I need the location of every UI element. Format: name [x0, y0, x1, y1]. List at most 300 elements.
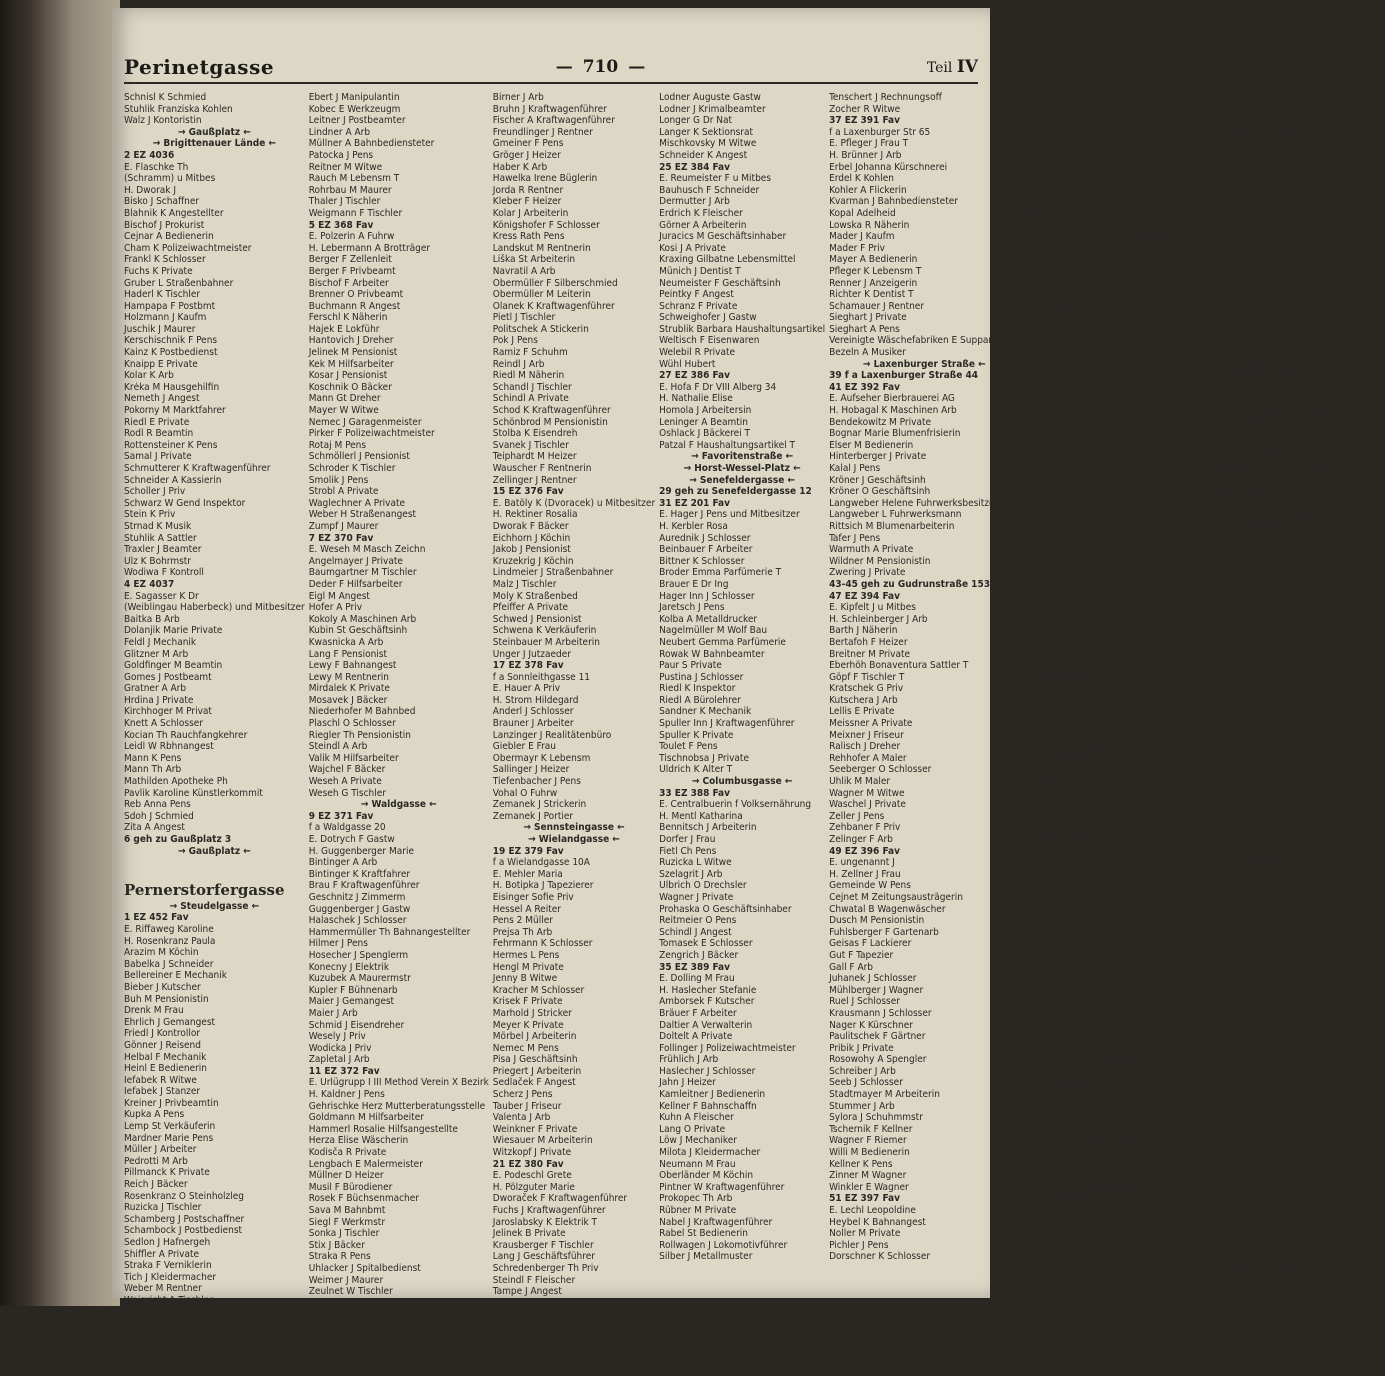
directory-entry: Bischof J Prokurist: [124, 219, 205, 231]
directory-entry: Pernerstorfer Garage T: [1221, 880, 1325, 892]
directory-entry: Niederhofer M Bahnbed: [308, 706, 416, 718]
directory-entry: Politschek A Stickerin: [492, 323, 589, 335]
directory-entry: Mann Gt Dreher: [308, 393, 381, 405]
directory-entry: Zelinger F Arb: [829, 834, 893, 845]
directory-entry: Gall F Arb: [829, 961, 874, 973]
directory-entry: → Reiterichgasse ←: [1254, 347, 1352, 359]
directory-entry: Stuhlik A Sattler: [124, 532, 197, 544]
directory-entry: E. Lechl Leopoldine: [829, 1205, 916, 1216]
directory-entry: Wajchel F Bäcker: [308, 764, 386, 776]
directory-entry: → Siccardsburggasse ←: [1062, 231, 1180, 243]
directory-entry: 3 EZ 366 Fav: [124, 1329, 189, 1341]
directory-entry: Winterlik J Lokomotivführer: [1221, 845, 1344, 857]
directory-entry: Malz J Tischler: [492, 578, 557, 590]
directory-entry: Zeller J Pens: [829, 810, 885, 822]
directory-entry: Bezeln A Musiker: [829, 347, 906, 359]
directory-entry: 67 geh zu Herzgasse 29: [1023, 1123, 1145, 1135]
directory-entry: Srutek J Tischler: [1023, 590, 1096, 602]
directory-entry: Mladek R Arb T: [1023, 961, 1092, 973]
directory-entry: Martfeiner J Gemüsehändler T: [1023, 1262, 1159, 1274]
directory-entry: Moly K Straßenbed: [492, 590, 578, 602]
directory-entry: Wauscher F Rentnerin: [492, 463, 592, 474]
directory-entry: Müllner D Heizer: [308, 1170, 384, 1182]
directory-entry: E. Reubek F u Mitbes: [124, 1341, 219, 1353]
directory-entry: 2 EZ 450 Fav: [1221, 520, 1287, 532]
directory-entry: Dermutter J Arb: [659, 196, 730, 208]
directory-entry: → Fernkorngasse ←: [1255, 405, 1352, 417]
directory-entry: Neumeister F Geschäftsinh: [659, 277, 781, 289]
directory-entry: Kainz K Postbedienst: [124, 347, 218, 359]
directory-entry: Langweber Helene Fuhrwerksbesitzerin: [829, 497, 1007, 509]
directory-entry: Löw J Mechaniker: [659, 1135, 737, 1147]
directory-entry: Rehme A Postangest: [1023, 161, 1117, 173]
directory-entry: H. Kopf Marie: [1023, 1216, 1084, 1228]
directory-entry: E. Aufseher Bierbrauerei AG: [829, 393, 955, 405]
directory-entry: f a Leebgasse 30-32: [1023, 683, 1115, 695]
directory-entry: Kolar G Geschäftsinh: [1023, 451, 1118, 463]
book-binding: [0, 0, 120, 1306]
directory-entry: Raschowsky J Möbelpacker: [1023, 973, 1144, 985]
directory-entry: Trnka M Pens: [1221, 1239, 1280, 1251]
directory-entry: Zemanek J Strickerin: [492, 799, 587, 811]
page-number: — 710 —: [555, 57, 646, 77]
directory-entry: Weimer J Maurer: [308, 1274, 384, 1286]
directory-entry: Lukas J Bahnangest: [1221, 1054, 1310, 1066]
directory-entry: Kobec E Werkzeugm: [308, 103, 401, 115]
directory-entry: Baumgartner M Tischler: [308, 567, 417, 579]
directory-entry: Eigl M Angest: [308, 590, 370, 602]
directory-entry: (Weiblingau Haberbeck) und Mitbesitzer: [124, 602, 305, 614]
directory-entry: Bertafoh F Heizer: [829, 636, 908, 648]
directory-entry: Hirath K Schraubendreher: [1221, 602, 1339, 614]
directory-entry: Schmutterer K Kraftwagenführer: [124, 463, 271, 474]
directory-entry: Peinstock J Pens: [1023, 532, 1096, 544]
directory-entry: Hoffmann J Kaufmann T: [1023, 706, 1131, 718]
directory-entry: Wagner M Witwe: [829, 787, 905, 799]
directory-entry: Buchmann R Angest: [308, 300, 401, 312]
directory-entry: Svoboda R Metallschleif: [1221, 1216, 1329, 1228]
directory-entry: Glowaczewski J Pens: [1023, 115, 1116, 127]
directory-entry: Jorda R Rentner: [492, 184, 564, 196]
directory-entry: Stumpfel K Bäcker: [1023, 1019, 1107, 1031]
directory-entry: Riedl J Hilfsarbeiterin: [1221, 683, 1317, 695]
directory-entry: f a Waldgasse 20: [308, 822, 386, 834]
directory-entry: H. Botipka J Tapezierer: [492, 880, 594, 892]
directory-entry: Wagner J Private: [659, 891, 734, 903]
directory-entry: Rohrbau M Maurer: [308, 184, 392, 196]
directory-entry: Leidl W Rbhnangest: [124, 741, 214, 753]
directory-entry: Peintky F Angest: [659, 289, 734, 301]
directory-entry: Hilmer J Pens: [308, 938, 368, 950]
directory-entry: Kellner K Pens: [829, 1158, 893, 1170]
directory-entry: Straka F Verniklerin: [124, 1260, 212, 1272]
directory-entry: Wittkind J Eisenmachergeh: [1023, 648, 1145, 660]
directory-entry: Gaubert Et Bedienerin: [1023, 381, 1124, 393]
directory-entry: Hermes L Pens: [492, 949, 560, 961]
street-heading: Perinetgasse: [124, 55, 275, 79]
directory-entry: Tannen K Bahnbeamter: [492, 1297, 598, 1309]
directory-entry: Gemeinde W Pens: [829, 880, 911, 892]
directory-entry: Tich J Kleidermacher: [124, 1271, 217, 1283]
directory-entry: Tauber J Friseur: [492, 1100, 562, 1112]
directory-entry: Schwarz W Gend Inspektor: [124, 497, 246, 509]
directory-entry: 23 EZ 382 Fav: [492, 1309, 564, 1321]
directory-entry: Lowska R Näherin: [829, 219, 910, 231]
directory-entry: Rehhofer A Maler: [829, 752, 907, 764]
directory-entry: Weinkner F Private: [492, 1123, 578, 1135]
directory-entry: 71 geh zu Eckertgasse 17: [1023, 1170, 1153, 1182]
directory-entry: E. Bolth O Parfümerie u Seifenfabrik T: [1023, 694, 1194, 706]
directory-entry: Tampe J Angest: [492, 1286, 562, 1298]
directory-entry: Giebler E Frau: [492, 741, 557, 753]
directory-entry: Unger J Jutzaeder: [492, 648, 571, 660]
directory-entry: Fuchs J Mischmstr: [1221, 961, 1302, 973]
directory-entry: Wildner M Pensionistin: [829, 555, 931, 567]
directory-entry: Hedicek F Buchhalter: [1023, 1112, 1120, 1124]
directory-entry: Jelinek B Private: [492, 1228, 566, 1240]
directory-entry: Kvarman J Bahnbediensteter: [829, 196, 958, 208]
directory-entry: Konecny J Elektrik: [308, 961, 390, 973]
directory-entry: Zita A Angest: [124, 822, 185, 834]
directory-entry: Hinterberger J Private: [829, 451, 927, 463]
directory-entry: Gönner J Reisend: [124, 1039, 201, 1051]
directory-entry: Witzkopf J Private: [492, 1147, 572, 1159]
directory-entry: Korlac A Pens: [1023, 810, 1084, 822]
directory-entry: H. Schmid Maria: [492, 1332, 567, 1344]
directory-entry: Buh M Pensionistin: [124, 993, 209, 1005]
directory-entry: Milota J Kleidermacher: [659, 1147, 761, 1159]
directory-entry: Bennitsch J Arbeiterin: [659, 822, 757, 834]
directory-entry: → Horst-Wessel-Platz ←: [683, 463, 801, 474]
directory-entry: E. Bimberger Anna und Mitbesitzer: [1023, 312, 1181, 324]
directory-entry: Renner A Private: [1221, 207, 1297, 219]
directory-entry: Neumann M Frau: [659, 1158, 736, 1170]
directory-entry: Rottensteiner K Pens: [124, 439, 218, 451]
directory-entry: Laubnet Ja Installat: [1023, 949, 1111, 961]
directory-entry: Krisek F Private: [492, 996, 563, 1008]
directory-entry: [124, 857, 305, 869]
directory-entry: Samal J Private: [124, 451, 192, 463]
directory-entry: Kupler F Bühnenarb: [308, 984, 398, 996]
directory-entry: Bichler J Hilfsarbeiter: [124, 1364, 219, 1376]
directory-entry: Velischa J Private: [1221, 277, 1299, 289]
directory-entry: Rubitsch K Gastw T: [1221, 729, 1309, 741]
directory-entry: Helbal F Mechanik: [124, 1051, 207, 1063]
directory-entry: Heinsrath A Arb: [1221, 984, 1293, 996]
directory-entry: Baitka B Arb: [124, 613, 180, 625]
directory-entry: Ehrlich J Gemangest: [124, 1016, 216, 1028]
directory-entry: Hajek E Lokführ: [308, 323, 380, 335]
directory-entry: E. Hofa F Dr VIII Alberg 34: [659, 381, 777, 393]
directory-entry: Warmuth A Private: [829, 544, 914, 556]
directory-entry: Kaninek O Faktor: [1221, 1042, 1299, 1054]
directory-entry: Landskut M Rentnerin: [492, 242, 591, 254]
directory-entry: Elser M Bedienerin: [829, 439, 914, 451]
directory-entry: Weber M Rentner: [124, 1283, 202, 1295]
directory-entry: Gruber F Arbeiter: [1221, 590, 1301, 602]
directory-entry: Gubler A Bahnbediensteter: [1023, 393, 1146, 405]
directory-entry: Hager Inn J Schlosser: [659, 590, 755, 602]
directory-entry: E. Streimelweger J u Mitbes: [1221, 544, 1346, 556]
directory-entry: Hesslein J Pens: [1023, 254, 1091, 266]
directory-entry: Karafinsky A Chromolithograph: [1221, 196, 1362, 208]
directory-entry: Barth J Näherin: [829, 625, 898, 637]
directory-entry: Ebert J Manipulantin: [308, 92, 400, 103]
directory-entry: Zeiner A Witwe: [1221, 335, 1291, 347]
directory-entry: Pfeiffer A Private: [492, 602, 569, 614]
directory-entry: Hessel A Reiter: [492, 903, 561, 915]
directory-entry: Bruckbauer J M Straßenbahnschaffner: [1023, 347, 1195, 359]
directory-entry: Prejsa Th Arb: [492, 926, 553, 938]
directory-entry: Bintinger Agnes Lebensmittel: [1221, 915, 1355, 927]
directory-entry: Knett A Schlosser: [124, 718, 204, 730]
directory-entry: Lang J Geschäftsführer: [492, 1251, 595, 1263]
directory-entry: Lenerus K Private: [1023, 486, 1103, 498]
directory-entry: Zwering J Private: [829, 567, 906, 579]
directory-entry: Lerche G Lagerhalt: [1221, 219, 1307, 231]
directory-entry: Stahl Antonie Rentnerin: [1023, 822, 1131, 834]
directory-entry: Brand F Bäcker: [1221, 834, 1291, 845]
directory-entry: Heinl E Bedienerin: [124, 1063, 208, 1075]
directory-entry: → Herzgasse ←: [1083, 1135, 1158, 1147]
directory-entry: → Eckertgasse ←: [1079, 1181, 1162, 1193]
directory-entry: Hantovich J Dreher: [308, 335, 394, 347]
directory-entry: Zirkel K Feuerwehrmann: [1023, 219, 1134, 231]
directory-entry: Pedrotti M Arb: [124, 1155, 188, 1167]
directory-entry: Fuchs J Angest: [1221, 173, 1288, 185]
directory-entry: Wesely J Priv: [308, 1031, 366, 1043]
directory-entry: Drenk M Frau: [124, 1005, 184, 1017]
directory-entry: 39 f a Laxenburger Straße 44: [829, 370, 978, 382]
directory-entry: Pardus K Kraftwagenführer: [1221, 1100, 1343, 1112]
directory-entry: Waschel J Private: [829, 799, 906, 811]
directory-entry: E. Dolling M Frau: [659, 973, 735, 985]
directory-entry: Beer M Postoberschaffner: [308, 1332, 425, 1344]
directory-entry: Deder F Hilfsarbeiter: [308, 578, 403, 590]
directory-entry: Plaschl O Schlosser: [308, 718, 396, 730]
directory-entry: Daltier A Verwalterin: [659, 1019, 753, 1031]
directory-entry: Riedl A Bürolehrer: [659, 694, 741, 706]
directory-entry: Neubert Gemma Parfümerie: [659, 636, 786, 648]
directory-entry: Mathilden Apotheke Ph: [124, 776, 228, 788]
directory-entry: Schlager J Straßenarbeiter: [1221, 741, 1341, 753]
directory-entry: → Gaußplatz ←: [177, 126, 251, 138]
directory-entry: Lindner A Arb: [308, 126, 371, 138]
directory-entry: Velikov B Verkehrsführer: [1221, 265, 1332, 277]
directory-entry: Heinwein O Fleischer: [1221, 996, 1317, 1008]
directory-entry: Sedlaček F Angest: [492, 1077, 576, 1089]
part-label: Teil IV: [926, 57, 978, 77]
directory-entry: Patzal F Haushaltungsartikel T: [659, 439, 795, 451]
directory-entry: Steindl F Fleischer: [492, 1274, 576, 1286]
directory-entry: Hrdina J Private: [124, 694, 194, 706]
directory-entry: E. Weseh M Masch Zeichn: [308, 544, 426, 556]
directory-entry: Bauhusch F Schneider: [659, 184, 760, 196]
directory-entry: Riedl K Inspektor: [659, 683, 736, 695]
directory-entry: Weseh A Private: [308, 776, 382, 788]
directory-entry: E. Reumeister F u Mitbes: [659, 173, 772, 185]
directory-entry: Reininger K Bahnbeamter: [1023, 555, 1140, 567]
directory-entry: Berger F Privbeamt: [308, 265, 396, 277]
directory-entry: 47 EZ 394 Fav: [829, 590, 900, 602]
directory-entry: Maier J Arb: [308, 1007, 358, 1019]
directory-entry: Pok J Pens: [492, 335, 538, 347]
directory-entry: Riedl E Private: [124, 416, 190, 428]
directory-entry: Steindl A Arb: [308, 741, 368, 753]
directory-entry: Knaipp E Private: [124, 358, 198, 370]
directory-entry: Schönbrod M Pensionistin: [492, 416, 608, 428]
directory-entry: Jakob J Pensionist: [492, 544, 571, 556]
directory-entry: Olanek K Kraftwagenführer: [492, 300, 615, 312]
directory-entry: → Wielandgasse ←: [528, 834, 620, 845]
directory-entry: Kraft W Maschinen Arb: [492, 1344, 596, 1356]
directory-entry: Steindl K Heizer: [1023, 184, 1096, 196]
directory-entry: Doltelt A Private: [659, 1031, 733, 1043]
directory-entry: Jakovitz J Schulwart: [1221, 393, 1310, 405]
directory-entry: Noller M Private: [829, 1228, 901, 1240]
directory-entry: → Leebgasse ←: [1083, 660, 1159, 672]
directory-entry: H. Zellner J Frau: [829, 868, 901, 880]
directory-entry: Iefabek R Witwe: [124, 1074, 197, 1086]
directory-entry: Stuhlik Franziska Kohlen: [124, 103, 233, 115]
directory-entry: Valenta J Arb: [492, 1112, 551, 1124]
directory-entry: Schwena K Verkäuferin: [492, 625, 597, 637]
directory-entry: Chwatal B Wagenwäscher: [829, 903, 946, 915]
directory-entry: Frogner K Arb: [1023, 868, 1085, 880]
directory-entry: Goldmann M Hilfsarbeiter: [308, 1112, 424, 1124]
directory-entry: Schreiber J Arb: [829, 1065, 896, 1077]
directory-entry: → Sonnleitnergasse ←: [1248, 474, 1358, 486]
directory-entry: E. Kuželek A u Mitbes: [1023, 787, 1120, 799]
directory-entry: Kratschek G Priv: [829, 683, 904, 695]
directory-entry: Spitzer F Arb: [1221, 1181, 1280, 1193]
directory-entry: Mayer W Witwe: [308, 405, 379, 417]
directory-entry: Hofer A Priv: [308, 602, 363, 614]
directory-entry: Fleischmann F Kreisleit: [1023, 1239, 1128, 1251]
directory-entry: Strubreiter J Zuckerbäcker: [1221, 92, 1340, 103]
directory-entry: 15 EZ 376 Fav: [492, 486, 564, 498]
directory-entry: Thaler J Tischler: [308, 196, 381, 208]
directory-entry: Bieber J Kutscher: [124, 981, 201, 993]
directory-entry: Kraft F Buchhalter: [492, 1355, 575, 1367]
directory-entry: Rupp J Kraftwagenführer: [1023, 984, 1134, 996]
directory-entry: Schamauer J Rentner: [829, 300, 925, 312]
directory-entry: Haderl K Tischler: [124, 289, 201, 301]
directory-entry: Rosowohy A Spengler: [829, 1054, 927, 1066]
directory-entry: Rauch M Lebensm T: [308, 173, 400, 185]
directory-entry: Schroder K Tischler: [308, 463, 396, 474]
directory-entry: Strublik Barbara Haushaltungsartikel: [659, 323, 826, 335]
directory-entry: Oberländer M Köchin: [659, 1170, 754, 1182]
directory-entry: Tenschert J Rechnungsoff: [829, 92, 942, 103]
directory-entry: Gruber L Straßenbahner: [124, 277, 234, 289]
directory-entry: E. Kipfelt J u Mitbes: [829, 602, 916, 614]
directory-entry: Traxler J Beamter: [124, 544, 202, 556]
directory-entry: Obermayr K Lebensm: [492, 752, 591, 764]
directory-entry: Marhold J Stricker: [492, 1007, 572, 1019]
directory-entry: Spitzhütl A Lokomotivführer: [1221, 1193, 1347, 1205]
directory-entry: Gomes J Postbeamt: [124, 671, 212, 683]
directory-entry: Lengbach E Malermeister: [308, 1158, 423, 1170]
directory-entry: Weltisch F Eisenwaren: [659, 335, 760, 347]
directory-entry: Samek K Fuchsneid T: [1023, 996, 1120, 1008]
directory-entry: Resch F Friseur: [1221, 300, 1290, 312]
directory-entry: Sieghart J Private: [829, 312, 907, 324]
directory-entry: Schmöllerl J Pensionist: [308, 451, 410, 463]
directory-entry: Mühlberger J Wagner: [829, 984, 924, 996]
directory-entry: Nabel J Kraftwagenführer: [659, 1216, 773, 1228]
directory-entry: Kolbe A Selcher: [1023, 463, 1094, 474]
directory-entry: Valik M Hilfsarbeiter: [308, 752, 399, 764]
directory-entry: Juhanek J Schlosser: [829, 973, 917, 985]
directory-entry: Zengrich J Bäcker: [659, 949, 739, 961]
directory-entry: 8 geh zu Waldgasse 11: [1221, 1262, 1339, 1274]
directory-entry: Cejnet M Zeitungsausträgerin: [829, 891, 963, 903]
directory-entry: Lodner J Krimalbeamter: [659, 103, 766, 115]
directory-entry: 2 EZ 4036: [124, 149, 175, 161]
directory-entry: E. Ranka Agnes: [1221, 138, 1292, 150]
directory-entry: Rue J Hafner: [1221, 254, 1278, 266]
directory-entry: Ulbrich O Drechsler: [659, 880, 747, 892]
directory-entry: Kramler Th Pensionistin: [1023, 938, 1130, 950]
directory-entry: Stacher B Private: [1221, 776, 1300, 788]
directory-entry: → Steudelgasse ←: [169, 900, 260, 912]
directory-entry: Arazim M Köchin: [124, 947, 199, 959]
directory-entry: Geisas F Lackierer: [829, 938, 912, 950]
directory-entry: Fischinger J Schlosser: [1221, 938, 1319, 950]
directory-entry: Bendekowitz M Private: [829, 416, 932, 428]
directory-entry: Kohler A Flickerin: [829, 184, 907, 196]
directory-entry: Heybel K Bahnangest: [829, 1216, 926, 1228]
directory-entry: Bernert K Kassier: [1023, 857, 1102, 869]
directory-entry: Reindl J Arb: [492, 358, 545, 370]
directory-entry: Jelinek M Pensionist: [308, 347, 398, 359]
directory-entry: Schwed J Pensionist: [492, 613, 582, 625]
directory-entry: Leninger A Beamtin: [659, 416, 748, 428]
directory-entry: Kraxing Gilbatne Lebensmittel: [659, 254, 796, 266]
directory-entry: Zellel F Maler: [1221, 1251, 1283, 1263]
directory-entry: E. Mehler Maria: [492, 868, 563, 880]
directory-entry: Frankl K Schlosser: [124, 254, 206, 266]
directory-entry: Holzmann J Kaufm: [124, 312, 207, 324]
directory-entry: Makowitschka J Buchbinder: [1221, 1065, 1345, 1077]
directory-entry: Wagner F Riemer: [829, 1135, 907, 1147]
directory-entry: Rehnerl M Geschäftsinh: [1023, 544, 1130, 556]
directory-entry: 31 EZ 201 Fav: [659, 497, 730, 509]
directory-entry: 27 EZ 386 Fav: [659, 370, 730, 382]
directory-entry: Krausmann J Schlosser: [829, 1007, 932, 1019]
directory-entry: Kruzekrig J Köchin: [492, 555, 574, 567]
directory-entry: Göz K Werkhausm: [1023, 880, 1106, 892]
directory-entry: Stummer J Arb: [829, 1100, 895, 1112]
directory-entry: 4 EZ 4037: [124, 578, 175, 590]
directory-entry: → Columbusgasse ←: [691, 776, 793, 788]
directory-entry: Jakob J Eisendreh: [1023, 416, 1101, 428]
directory-entry: Knitl F Spengler: [1221, 625, 1293, 637]
directory-entry: Bis J Schlosser: [1221, 567, 1287, 579]
directory-entry: H. Bitter J Pens: [1221, 903, 1289, 915]
directory-entry: Nagelmüller M Wolf Bau: [659, 625, 768, 637]
directory-entry: Rübner M Private: [659, 1205, 737, 1216]
directory-entry: Kapeller K Witwe: [1221, 184, 1298, 196]
directory-entry: Iefabek J Stanzer: [124, 1086, 201, 1098]
directory-entry: E. Gemeinde Wien Autobushangar T: [1221, 428, 1385, 440]
directory-entry: Wühl Hubert: [659, 358, 716, 370]
directory-entry: Kosar J Pensionist: [308, 370, 388, 382]
directory-entry: Schnisl K Schmied: [124, 92, 207, 103]
directory-entry: Leitner J Postbeamter: [308, 115, 406, 127]
directory-entry: E. Schulz H Ingenieur T: [1023, 1089, 1128, 1101]
